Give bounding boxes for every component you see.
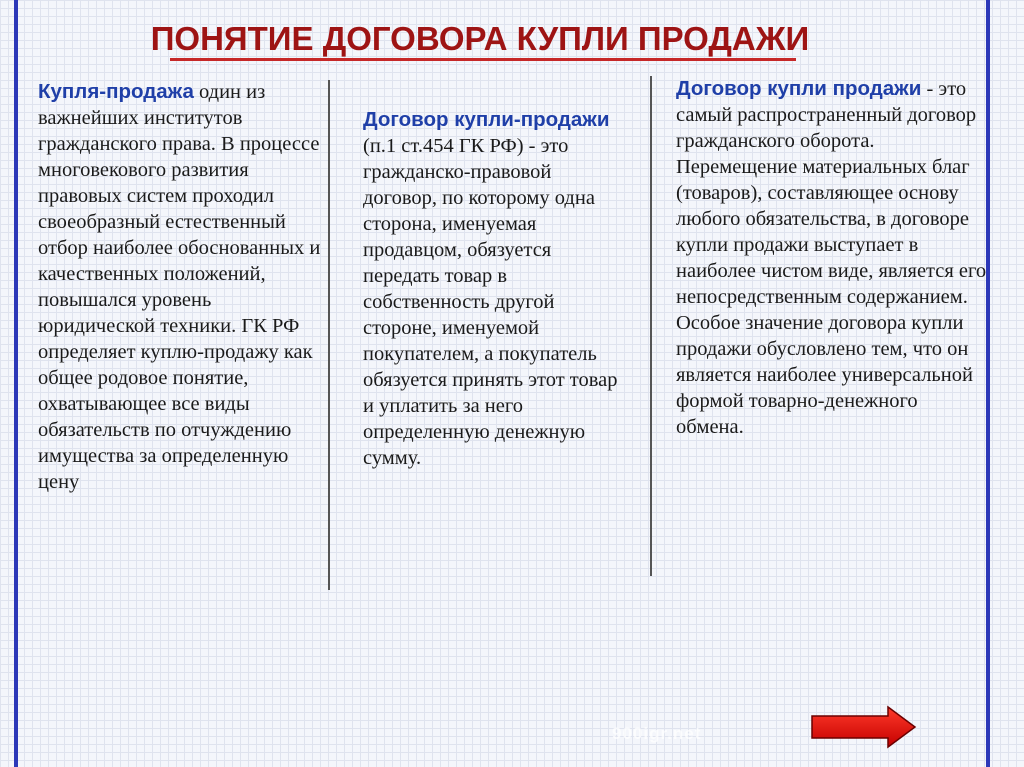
column-3-term: Договор купли продажи <box>676 77 922 100</box>
column-divider-2 <box>650 76 652 576</box>
page-title: ПОНЯТИЕ ДОГОВОРА КУПЛИ ПРОДАЖИ <box>150 20 810 57</box>
column-2-term: Договор купли-продажи <box>363 108 610 131</box>
next-slide-button[interactable] <box>810 705 918 749</box>
left-border <box>14 0 18 767</box>
watermark: 900igr.net <box>612 724 702 743</box>
column-divider-1 <box>328 80 330 590</box>
column-2-paragraph <box>363 107 625 471</box>
arrow-right-icon <box>812 707 915 747</box>
column-2-text: (п.1 ст.454 ГК РФ) - это гражданско-правовой договор, по которому одна сторона, именуемая продавцом, обязуется передать товар в собственность другой стороне, именуемой покупателем, а покупатель обязуется принять этот товар и уплатить за него определенную денежную сумму. <box>363 135 618 469</box>
column-3-text: - это самый распространенный договор гражданского оборота. Перемещение материальных благ (товаров), составляющее основу любого обязательства, в договоре купли продажи выступает в наиболее чистом виде, является его непосредственным содержанием. Особое значение договора купли продажи обусловлено тем, что он является наиболее универсальной формой товарно-денежного обмена. <box>676 78 987 438</box>
title-underline <box>170 58 796 61</box>
column-1-term: Купля-продажа <box>38 80 194 103</box>
column-1-text: один из важнейших институтов гражданского права. В процессе многовекового развития правовых систем проходил своеобразный естественный отбор наиболее обоснованных и качественных положений, повышался уровень юридической техники. ГК РФ определяет куплю-продажу как общее родовое понятие, охватывающее все виды обязательств по отчуждению имущества за определенную цену <box>38 81 321 493</box>
column-1-paragraph <box>38 79 330 495</box>
column-3-paragraph <box>676 76 988 440</box>
